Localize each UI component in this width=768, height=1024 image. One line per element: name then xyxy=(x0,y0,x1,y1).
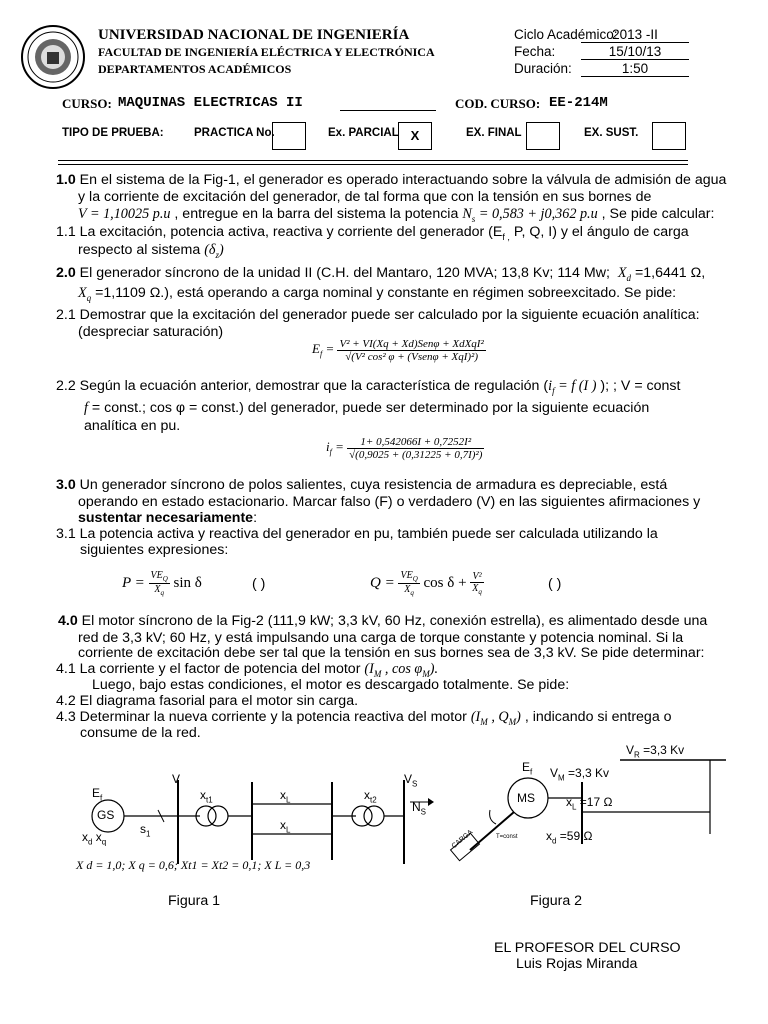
q4-line3: corriente de excitación debe ser tal que la tensión en sus bornes sea de 3,3 kV. Se pide determinar: xyxy=(78,645,705,661)
practica-label: PRACTICA No. xyxy=(194,127,275,139)
figure-1-caption: Figura 1 xyxy=(168,893,221,909)
fig2-vm-label: $V_M =3,3$ Kv xyxy=(550,766,610,783)
professor-role: EL PROFESOR DEL CURSO xyxy=(494,940,681,956)
fig1-xt2-label: $x_{t2}$ xyxy=(364,788,377,805)
professor-name: Luis Rojas Miranda xyxy=(516,956,638,972)
parcial-label: Ex. PARCIAL xyxy=(328,127,399,139)
q3-sub1-line2: siguientes expresiones: xyxy=(80,542,229,558)
q3-line2: operando en estado estacionario. Marcar falso (F) o verdadero (V) en las siguientes afirmaciones y xyxy=(78,494,701,510)
practica-checkbox xyxy=(272,122,306,150)
figure-2-caption: Figura 2 xyxy=(530,893,583,909)
q2-sub2-line2: f = const.; cos φ = const.) del generador, puede ser determinado por la siguiente ecuación xyxy=(84,400,650,416)
fig2-ef-label: $E_f$ xyxy=(522,760,533,777)
university-seal xyxy=(20,24,86,90)
q4-sub3-line1: 4.3 Determinar la nueva corriente y la potencia reactiva del motor ($I_M$ , $Q_M$) , indicando si entrega o xyxy=(56,709,672,727)
q3-sub1-line1: 3.1 La potencia activa y reactiva del generador en pu, también puede ser calculada utilizando la xyxy=(56,526,658,542)
equation-ef: $E_f$ = $\frac{\text{V² + VI(Xq + Xd)Senφ + XdXqI²}}{\text{√(V² cos² φ + (Vsenφ + XqI)²)}}$ xyxy=(312,338,484,363)
fig2-load-label: CARGA xyxy=(450,828,475,851)
fig1-ns-label: $N_S$ xyxy=(412,800,427,817)
q3-answer-p[interactable]: ( ) xyxy=(252,576,266,592)
sust-checkbox xyxy=(652,122,686,150)
fig2-xl-label: $x_L =17$ Ω xyxy=(566,795,613,812)
fig1-generator-label: GS xyxy=(97,808,115,822)
q4-line1: 4.0 El motor síncrono de la Fig-2 (111,9 kW; 3,3 kV, 60 Hz, conexión estrella), es alimentado desde una xyxy=(58,613,708,629)
ciclo-label: Ciclo Académico: xyxy=(514,27,618,42)
parcial-checkbox: X xyxy=(398,122,432,150)
q3-line1: 3.0 Un generador síncrono de polos salientes, cuya resistencia de armadura es depreciable, está xyxy=(56,477,668,493)
fig1-ef-label: $E_f$ xyxy=(92,786,103,803)
q3-line3: sustentar necesariamente: xyxy=(78,510,258,526)
course-name: MAQUINAS ELECTRICAS II xyxy=(118,95,303,111)
fig1-s1-label: $s_1$ xyxy=(140,822,151,839)
q4-sub1-line1: 4.1 La corriente y el factor de potencia del motor ($I_M$ , $\cos \varphi_M$). xyxy=(56,661,439,679)
q2-sub2-line3: analítica en pu. xyxy=(84,418,181,434)
test-type-label: TIPO DE PRUEBA: xyxy=(62,127,164,139)
course-code-label: COD. CURSO: xyxy=(455,96,541,111)
fig1-xd-xq-label: $x_d$ $x_q$ xyxy=(82,830,107,847)
q2-sub2-line1: 2.2 Según la ecuación anterior, demostrar que la característica de regulación ($i_f = f$ (I ) ); ; V = const xyxy=(56,378,681,396)
final-checkbox xyxy=(526,122,560,150)
course-label: CURSO: xyxy=(62,96,112,111)
duracion-label: Duración: xyxy=(514,61,572,76)
ciclo-value: 2013 -II xyxy=(581,27,689,43)
final-label: EX. FINAL xyxy=(466,127,522,139)
q4-line2: red de 3,3 kV; 60 Hz, y está impulsando una carga de torque constante y potencia nominal. Si la xyxy=(78,630,684,646)
fig2-torque-label: T=const xyxy=(496,834,518,840)
q2-number: 2.0 xyxy=(56,265,76,281)
equation-q: Q = $\frac{VE_Q}{X_q}$ cos δ + $\frac{\text{V²}}{X_q}$ xyxy=(370,570,482,597)
q1-line2: y la corriente de excitación del generador, de tal forma que con la tensión en sus bornes de xyxy=(78,189,652,205)
q1-line1: 1.0 En el sistema de la Fig-1, el generador es operado interactuando sobre la válvula de admisión de agua xyxy=(56,172,727,188)
equation-if: $i_f$ = $\frac{\text{1+ 0,542066I + 0,7252I²}}{\text{√(0,9025 + (0,31225 + 0,7I)²)}}$ xyxy=(326,436,483,461)
q4-sub1-line2: Luego, bajo estas condiciones, el motor es descargado totalmente. Se pide: xyxy=(92,677,570,693)
department-name: DEPARTAMENTOS ACADÉMICOS xyxy=(98,62,292,76)
fig2-xd-label: $x_d =59$ Ω xyxy=(546,829,593,846)
q1-number: 1.0 xyxy=(56,172,76,188)
q2-line2: $X_q =1,1109$ Ω.), está operando a carga nominal y constante en régimen sobreexcitado. Se pide: xyxy=(78,285,677,303)
course-code: EE-214M xyxy=(549,95,608,111)
q1-line3: V = 1,10025 p.u , entregue en la barra del sistema la potencia $N_s = 0,583 + j0,362$ p.u , Se pide calcular: xyxy=(78,206,715,224)
fig2-vr-label: $V_R =3,3$ Kv xyxy=(626,743,685,760)
fig1-xt1-label: $x_{t1}$ xyxy=(200,788,213,805)
q4-sub2: 4.2 El diagrama fasorial para el motor sin carga. xyxy=(56,693,359,709)
q1-sub1-line2: respecto al sistema $(\delta_z)$ xyxy=(78,242,224,260)
q3-number: 3.0 xyxy=(56,477,76,493)
q2-sub1-line2: (despreciar saturación) xyxy=(78,324,224,340)
fig1-vs-label: $V_S$ xyxy=(404,772,418,789)
q4-number: 4.0 xyxy=(58,613,78,629)
fecha-value: 15/10/13 xyxy=(581,44,689,60)
fecha-label: Fecha: xyxy=(514,44,556,59)
fig1-xl2-label: $x_L$ xyxy=(280,818,291,835)
equation-p: P = $\frac{VE_Q}{X_q}$ sin δ xyxy=(122,570,202,597)
university-name: UNIVERSIDAD NACIONAL DE INGENIERÍA xyxy=(98,27,410,43)
header-rule-bottom xyxy=(58,164,688,165)
q4-sub3-line2: consume de la red. xyxy=(80,725,201,741)
header-rule-top xyxy=(58,160,688,161)
q3-answer-q[interactable]: ( ) xyxy=(548,576,562,592)
sust-label: EX. SUST. xyxy=(584,127,639,139)
fig1-values: X d = 1,0; X q = 0,6; Xt1 = Xt2 = 0,1; X L = 0,3 xyxy=(76,858,311,872)
faculty-name: FACULTAD DE INGENIERÍA ELÉCTRICA Y ELECTRÓNICA xyxy=(98,45,435,59)
course-underline xyxy=(340,110,436,111)
q2-sub1-line1: 2.1 Demostrar que la excitación del generador puede ser calculado por la siguiente ecuación analítica: xyxy=(56,307,700,323)
duracion-value: 1:50 xyxy=(581,61,689,77)
fig1-xl1-label: $x_L$ xyxy=(280,788,291,805)
fig1-v-label: V xyxy=(172,772,181,786)
q1-sub1-line1: 1.1 La excitación, potencia activa, reactiva y corriente del generador ($E_{f ,}$ P, Q, I) y el ángulo de carga xyxy=(56,224,689,242)
q2-line1: 2.0 El generador síncrono de la unidad II (C.H. del Mantaro, 120 MVA; 13,8 Kv; 114 Mw; $X_d =1,6441$ Ω, xyxy=(56,265,706,283)
fig2-motor-label: MS xyxy=(517,791,535,805)
